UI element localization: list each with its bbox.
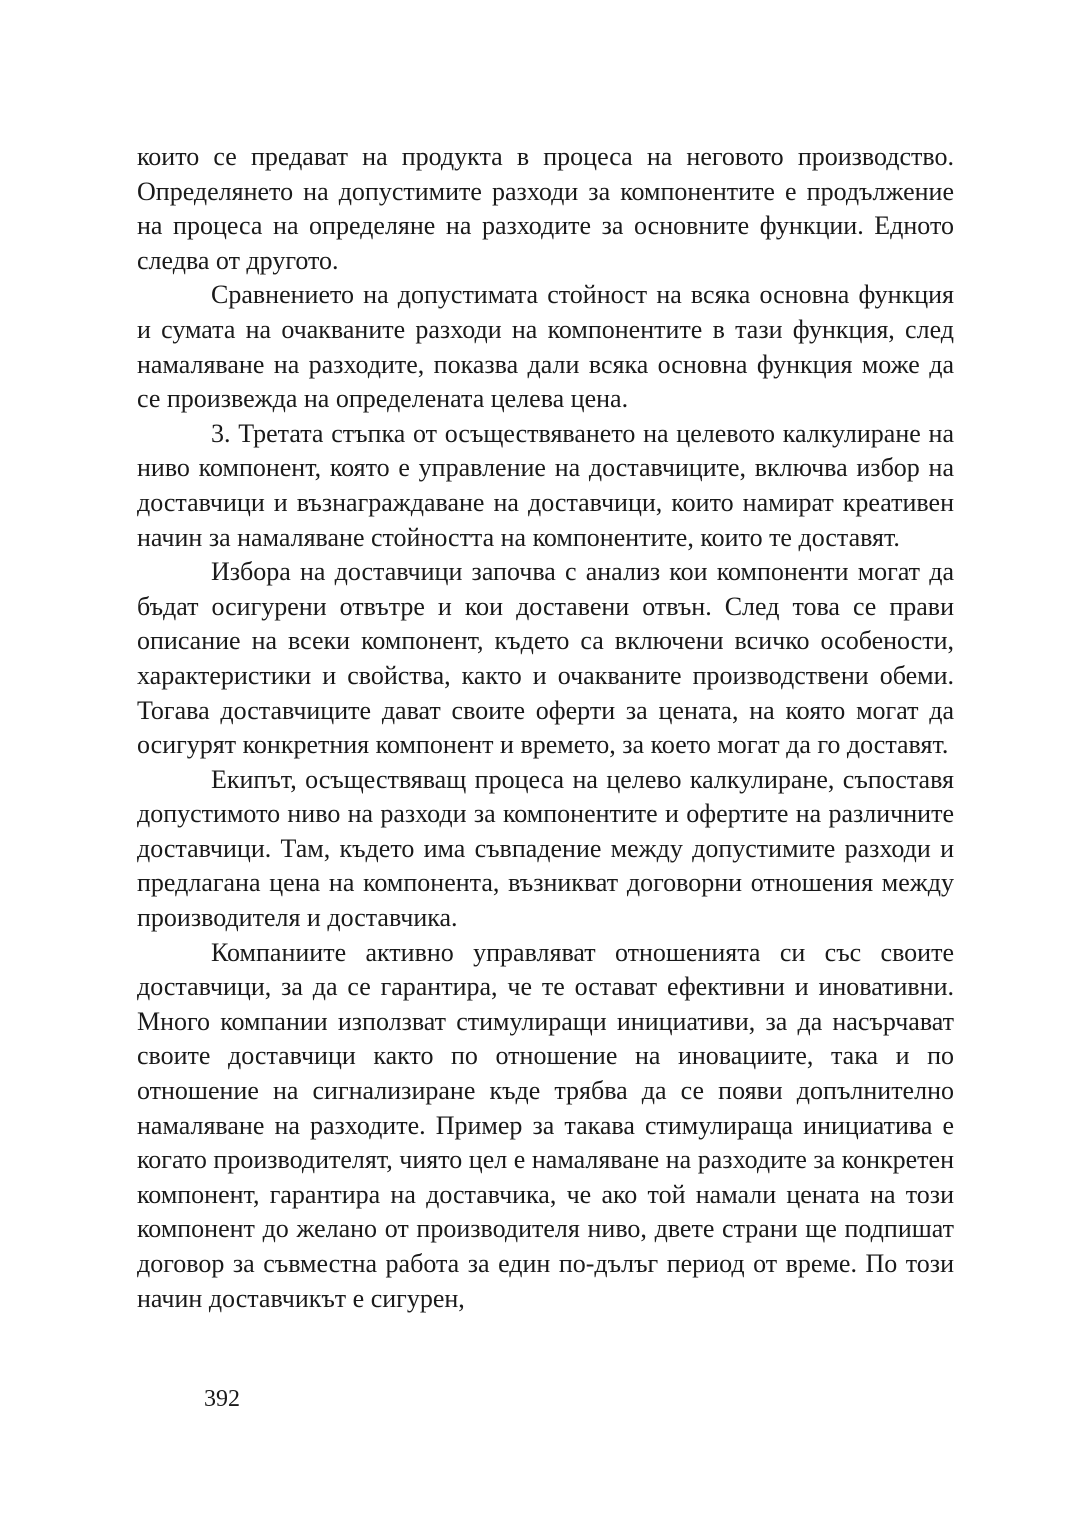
paragraph-4: Избора на доставчици започва с анализ кои компоненти могат да бъдат осигурени отвътре и кои доставени отвън. След това се прави описание на всеки компонент, където са включени всичко особености, характеристики и свойства, както и очакваните производствени обеми. Тогава доставчиците дават своите оферти за цената, на която могат да осигурят конкретния компонент и времето, за което могат да го доставят. <box>137 557 954 760</box>
paragraph-6: Компаниите активно управляват отношенията си със своите доставчици, за да се гарантира, че те остават ефективни и иновативни. Много компании използват стимулиращи инициативи, за да насърчават своите доставчици както по отношение на иновациите, така и по отношение на сигнализиране къде трябва да се появи допълнително намаляване на разходите. Пример за такава стимулираща инициатива е когато производителят, чиято цел е намаляване на разходите за конкретен компонент, гарантира на доставчика, че ако той намали цената на този компонент до желано от производителя ниво, двете страни ще подпишат договор за съвместна работа за един по-дълъг период от време. По този начин доставчикът е сигурен, <box>137 937 954 1313</box>
paragraph-1: които се предават на продукта в процеса на неговото производство. Определянето на допустимите разходи за компонентите е продължение на процеса на определяне на разходите за основните функции. Едното следва от другото. <box>137 142 954 275</box>
page-number: 392 <box>204 1386 240 1412</box>
body-text <box>137 140 954 1316</box>
paragraph-2: Сравнението на допустимата стойност на всяка основна функция и сумата на очакваните разходи на компонентите в тази функция, след намаляване на разходите, показва дали всяка основна функция може да се произвежда на определената целева цена. <box>137 280 954 414</box>
paragraph-5: Екипът, осъществяващ процеса на целево калкулиране, съпоставя допустимото ниво на разходи за компонентите и офертите на различните доставчици. Там, където има съвпадение между допустимите разходи и предлагана цена на компонента, възникват договорни отношения между производителя и доставчика. <box>137 764 954 933</box>
paragraph-3: 3. Третата стъпка от осъществяването на целевото калкулиране на ниво компонент, която е управление на доставчиците, включва избор на доставчици и възнаграждаване на доставчици, които намират креативен начин за намаляване стойността на компонентите, които те доставят. <box>137 418 954 552</box>
